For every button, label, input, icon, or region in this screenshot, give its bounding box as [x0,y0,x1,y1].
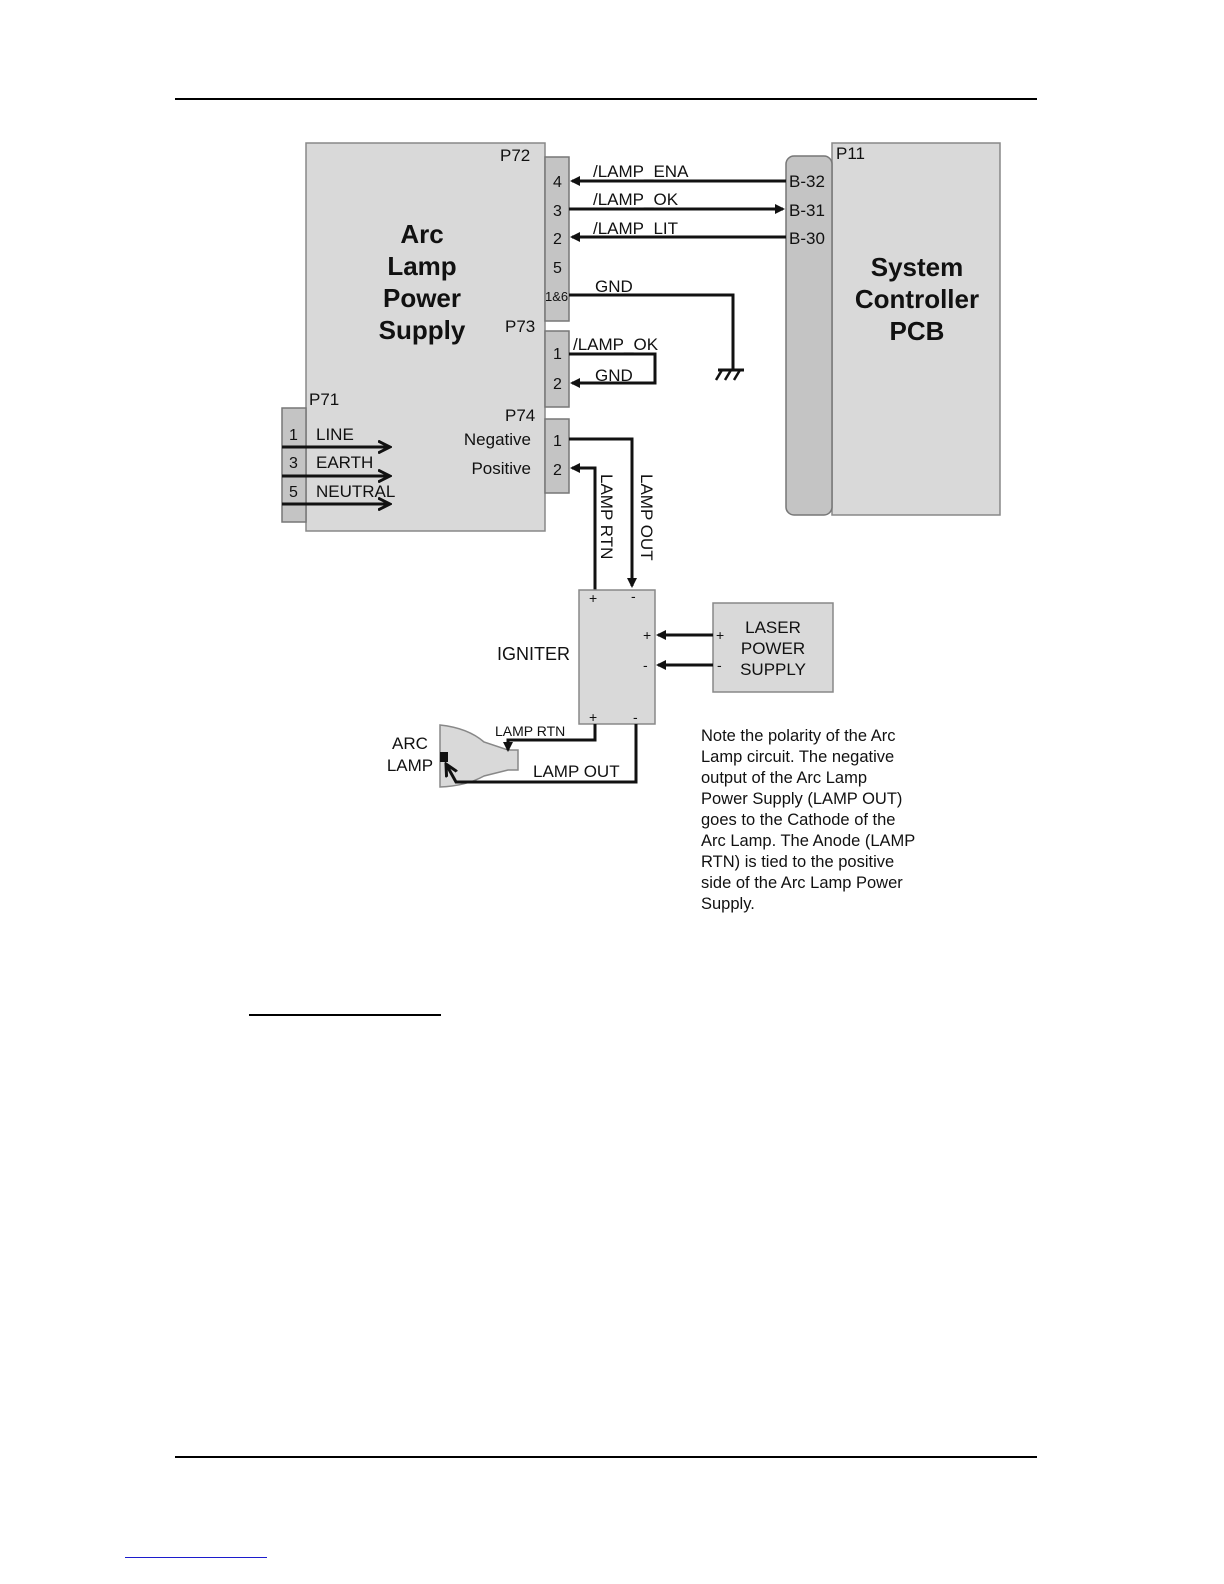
p11-pin: B-30 [789,229,825,248]
pcb-title-line-2: Controller [854,284,980,314]
igniter-label: IGNITER [496,644,570,664]
lamp-rtn-wire [572,468,595,590]
p72-pin: 2 [553,231,562,248]
p73-pin: 1 [553,346,562,363]
lamp-ok-label: /LAMP_OK [593,190,679,209]
arc-lamp-label-line-1: ARC [392,734,428,753]
note-line: Arc Lamp. The Anode (LAMP [701,832,916,850]
p71-pin: 5 [289,484,298,501]
p74-label: P74 [505,406,536,425]
laser-psu-title-line-2: POWER [740,639,806,658]
line-label: LINE [316,425,354,444]
lamp-out-vertical-label: LAMP OUT [637,474,656,561]
p72-p11-signals [569,162,786,238]
p74-housing [545,419,569,493]
p74-igniter-wires [569,439,656,590]
polarity-note [701,727,915,913]
lamp-lit-label: /LAMP_LIT [593,219,679,238]
p11-pin: B-32 [789,172,825,191]
igniter-minus-top: - [631,588,636,604]
igniter-minus-right: - [643,657,648,673]
note-line: output of the Arc Lamp [701,769,868,787]
p71-label: P71 [309,390,340,409]
igniter-minus-bottom: - [633,709,638,725]
note-line: RTN) is tied to the positive [701,853,895,871]
ground-symbol-icon [716,370,744,380]
lamp-rtn-vertical-label: LAMP RTN [597,474,616,560]
earth-label: EARTH [316,453,374,472]
igniter-plus-top: + [589,590,598,606]
psu-title-line-4: Supply [378,315,466,345]
laser-psu-plus: + [716,627,725,643]
p73-label: P73 [505,317,536,336]
gnd-wire [569,295,733,370]
note-line: Lamp circuit. The negative [701,748,895,766]
p73-housing [545,331,569,407]
lamp-ena-label: /LAMP_ENA [593,162,689,181]
note-line: Note the polarity of the Arc [701,727,896,745]
pcb-title-line-1: System [870,252,964,282]
note-line: side of the Arc Lamp Power [701,874,903,892]
arc-lamp [387,723,636,787]
note-line: Supply. [701,895,755,913]
p72-pin: 1&6 [545,289,569,304]
p73-loop [569,335,659,385]
note-line: Power Supply (LAMP OUT) [701,790,903,808]
p73-gnd-label: GND [595,366,633,385]
psu-title-line-1: Arc [400,219,444,249]
p11-label: P11 [836,144,865,163]
p11-pin: B-31 [789,201,825,220]
arc-lamp-label-line-2: LAMP [386,756,434,775]
arc-lamp-rtn-label: LAMP RTN [495,723,566,739]
p72-label: P72 [500,146,531,165]
p72-pin: 5 [553,260,562,277]
note-line: goes to the Cathode of the [701,811,896,829]
p72-pin: 3 [553,203,562,220]
p71-pin: 1 [289,427,298,444]
pcb-title-line-3: PCB [889,316,945,346]
p72-pin: 4 [553,174,562,191]
psu-title-line-3: Power [382,283,462,313]
igniter-plus-bottom: + [589,709,598,725]
p74-positive-label: Positive [471,459,531,478]
p74-pin: 2 [553,462,562,479]
laser-psu-minus: - [717,657,722,673]
igniter [497,588,655,725]
p73-lamp-ok-label: /LAMP_OK [573,335,659,354]
system-controller-pcb [786,143,1000,515]
p71-pin: 3 [289,455,298,472]
p74-negative-label: Negative [463,430,531,449]
laser-psu-title-line-3: SUPPLY [740,660,806,679]
igniter-plus-right: + [643,627,652,643]
psu-title-line-2: Lamp [387,251,457,281]
laser-power-supply [658,603,833,692]
p73-pin: 2 [553,376,562,393]
arc-lamp-out-label: LAMP OUT [533,762,620,781]
gnd-label: GND [595,277,633,296]
neutral-label: NEUTRAL [316,482,396,501]
p74-pin: 1 [553,433,562,450]
laser-psu-title-line-1: LASER [745,618,801,637]
